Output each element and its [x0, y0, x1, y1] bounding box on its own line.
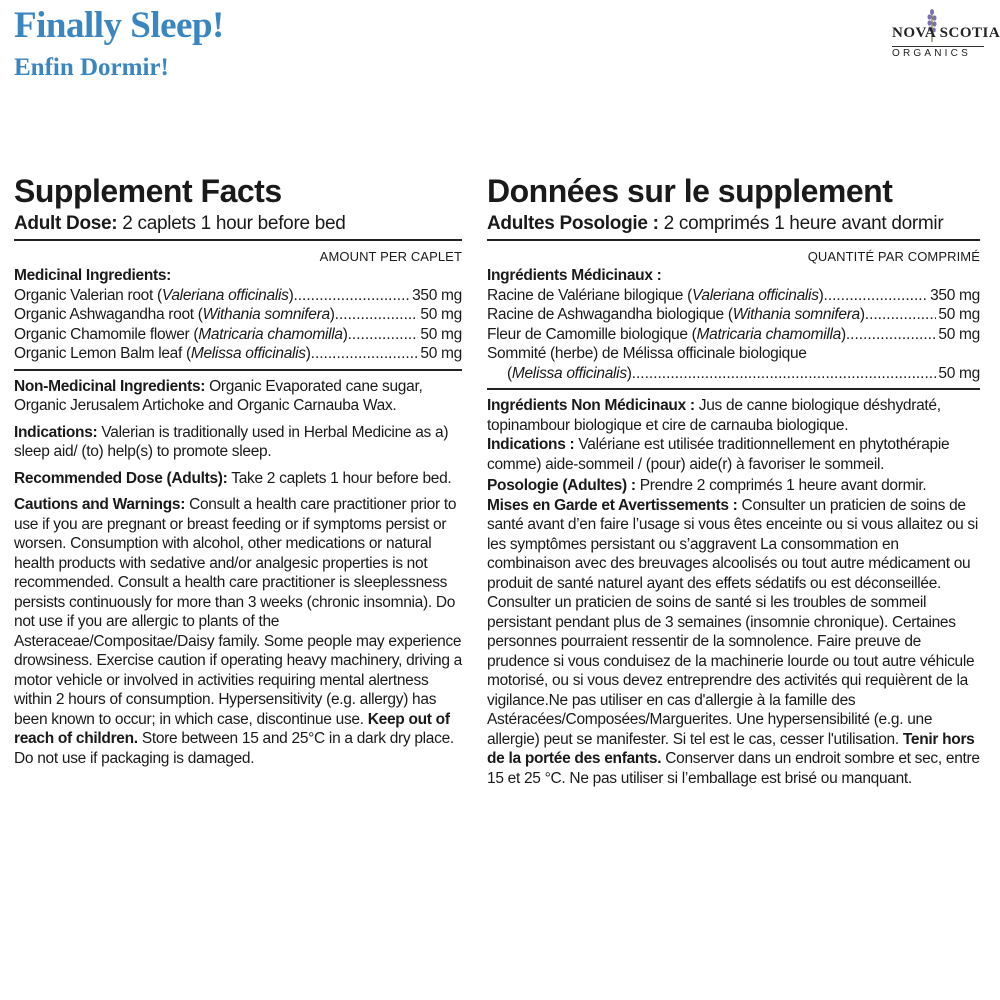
- amount-header: AMOUNT PER CAPLET: [319, 249, 462, 264]
- brand-divider: [892, 46, 984, 47]
- non-medicinal-ingredients: Non-Medicinal Ingredients: Organic Evaporated cane sugar, Organic Jerusalem Artichoke and Organic Carnauba Wax.: [14, 377, 423, 414]
- mises-en-garde: Mises en Garde et Avertissements : Consulter un praticien de soins de santé avant d’en faire l’usage si vous êtes enceinte ou si vous allaitez ou si les symptômes persistant ou s’aggravent La consommation en combinaison avec des breuvages alcoolisés ou tout autre médicament ou produit de santé naturel ayant des effets sédatifs ou est déconseillée. Consulter un praticien de soins de santé si les troubles de sommeil persistant pendant plus de 3 semaines (insomnie chronique). Certaines personnes pourraient ressentir de la somnolence. Faire preuve de prudence si vous conduisez de la machinerie lourde ou tout autre véhicule motorisé, ou si vous devez entreprendre des activités qui requièrent de la vigilance.Ne pas utiliser en cas d'allergie à la famille des Astéracées/Composées/Marguerites. Une hypersensibilité (e.g. une allergie) peut se manifester. Si tel est le cas, cesser l'utilisation. Tenir hors de la portée des enfants. Conserver dans un endroit sombre et sec, entre 15 et 25 °C. Ne pas utiliser si l’emballage est brisé ou manquant.: [487, 496, 980, 787]
- adult-dose-text: 2 caplets 1 hour before bed: [117, 213, 346, 234]
- donnees-heading: Données sur le supplement: [487, 173, 893, 209]
- adult-dose-label-french: Adultes Posologie :: [487, 213, 659, 234]
- ingredient-row: Organic Chamomile flower (Matricaria chamomilla) ..... 50 mg: [14, 325, 462, 345]
- indications-french: Indications : Valériane est utilisée traditionnellement en phytothérapie comme) aide-sommeil / (pour) aide(r) à favoriser le sommeil.: [487, 436, 950, 473]
- ingredient-row: Racine de Valériane bilogique (Valeriana officinalis) ..... 350 mg: [487, 286, 980, 306]
- adult-dose-french: [487, 212, 980, 236]
- medicinal-title-french: Ingrédients Médicinaux :: [487, 267, 662, 284]
- supplement-facts-heading: Supplement Facts: [14, 173, 282, 209]
- ingredient-row: (Melissa officinalis) ..... 50 mg: [487, 364, 980, 384]
- medicinal-title: Medicinal Ingredients:: [14, 267, 172, 284]
- brand-subtitle: ORGANICS: [892, 48, 971, 59]
- divider: [14, 239, 462, 241]
- divider: [487, 239, 980, 241]
- product-title-french: Enfin Dormir!: [14, 54, 169, 81]
- divider: [487, 388, 980, 390]
- brand-logo: [888, 8, 1000, 64]
- non-medicinal-ingredients-french: Ingrédients Non Médicinaux : Jus de canne biologique déshydraté, topinambour biologique et cire de carnauba biologique.: [487, 397, 941, 434]
- product-title: Finally Sleep!: [14, 5, 224, 46]
- medicinal-ingredients: [14, 266, 462, 364]
- adult-dose: [14, 212, 462, 236]
- ingredient-row: Sommité (herbe) de Mélissa officinale biologique: [487, 345, 807, 362]
- adult-dose-text-french: 2 comprimés 1 heure avant dormir: [658, 213, 944, 234]
- ingredient-row: Fleur de Camomille biologique (Matricaria chamomilla) ..... 50 mg: [487, 325, 980, 345]
- english-panel: [14, 170, 462, 768]
- posologie-french: Posologie (Adultes) : Prendre 2 comprimés 1 heure avant dormir.: [487, 477, 927, 494]
- ingredient-row: Organic Ashwagandha root (Withania somnifera) ..... 50 mg: [14, 305, 462, 325]
- ingredient-row: Organic Valerian root (Valeriana officinalis) ..... 350 mg: [14, 286, 462, 306]
- ingredient-row: Racine de Ashwagandha biologique (Withania somnifera) ..... 50 mg: [487, 305, 980, 325]
- indications: Indications: Valerian is traditionally used in Herbal Medicine as a) sleep aid/ (to) help(s) to promote sleep.: [14, 423, 449, 460]
- recommended-dose: Recommended Dose (Adults): Take 2 caplets 1 hour before bed.: [14, 469, 452, 487]
- french-panel: [487, 170, 980, 788]
- amount-header-french: QUANTITÉ PAR COMPRIMÉ: [807, 249, 980, 264]
- brand-name: NOVA SCOTIA: [892, 25, 1000, 41]
- medicinal-ingredients-french: [487, 266, 980, 383]
- divider: [14, 369, 462, 371]
- cautions-and-warnings: Cautions and Warnings: Consult a health care practitioner prior to use if you are pregnant or breast feeding or if symptoms persist or worsen. Consumption with alcohol, other medications or natural health products with sedative and/or analgesic properties is not recommended. Consult a health care practitioner is sleeplessness persists continuously for more than 3 weeks (chronic insomnia). Do not use if you are allergic to plants of the Asteraceae/Compositae/Daisy family. Some people may experience drowsiness. Exercise caution if operating heavy machinery, driving a motor vehicle or involved in activities requiring mental alertness within 2 hours of consumption. Hypersensitivity (e.g. allergy) has been known to occur; in which case, discontinue use. Keep out of reach of children. Store between 15 and 25°C in a dark dry place. Do not use if packaging is damaged.: [14, 496, 462, 767]
- adult-dose-label: Adult Dose:: [14, 213, 118, 234]
- ingredient-row: Organic Lemon Balm leaf (Melissa officinalis) ..... 50 mg: [14, 344, 462, 364]
